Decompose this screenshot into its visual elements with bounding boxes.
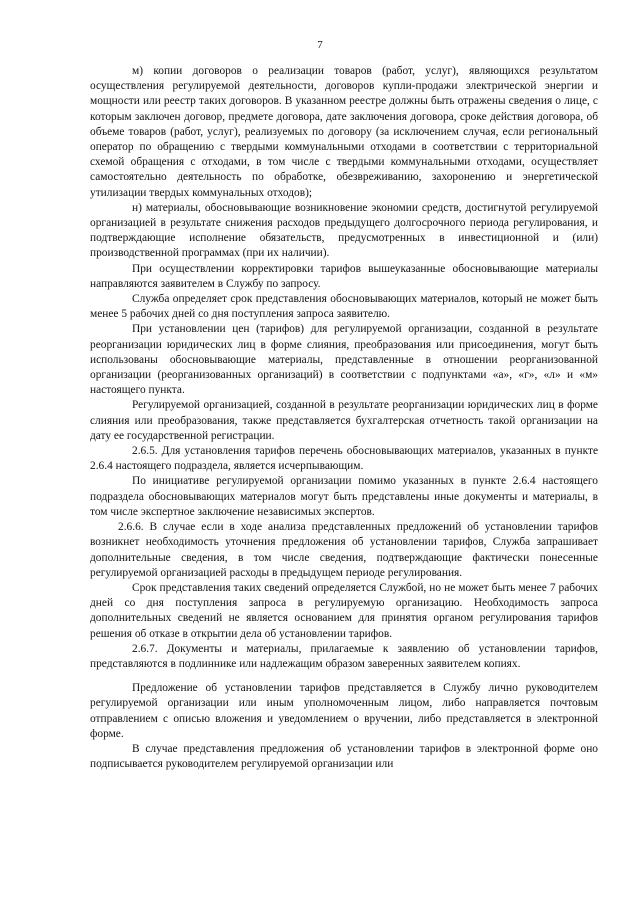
paragraph-tariff-adjustment: При осуществлении корректировки тарифов вышеуказанные обосновывающие материалы направляются заявителем в Службу по запросу. (90, 262, 598, 290)
paragraph-electronic-submission: В случае представления предложения об установлении тарифов в электронной форме оно подписывается руководителем регулируемой организации или (90, 742, 598, 771)
paragraph-additional-documents: По инициативе регулируемой организации помимо указанных в пункте 2.6.4 настоящего подраздела обосновывающих материалов могут быть представлены иные документы и материалы, в том числе экспертное заключение независимых экспертов. (90, 475, 598, 518)
paragraph-n-savings-materials: н) материалы, обосновывающие возникновение экономии средств, достигнутой регулируемой организацией в результате снижения расходов предыдущего долгосрочного периода регулирования, и подтверждающие исполнение обязательств, предусмотренных в инвестиционной и (или) производственной программах (при их наличии). (90, 201, 598, 260)
paragraph-information-deadline: Срок представления таких сведений определяется Службой, но не может быть менее 7 рабочих дней со дня поступления запроса в регулируемую организацию. Необходимость запроса дополнительных сведений не является основанием для принятия органом регулирования тарифов решения об отказе в открытии дела об установлении тарифов. (90, 581, 598, 640)
paragraph-m-contracts-copies: м) копии договоров о реализации товаров (работ, услуг), являющихся результатом осуществления регулируемой деятельности, договоров купли-продажи электрической энергии и мощности или реестр таких договоров. В указанном реестре должны быть отражены сведения о лице, с которым заключен договор, предмете договора, дате заключения договора, сроке действия договора, об объеме товаров (работ, услуг), реализуемых по договору (за исключением случая, если региональный оператор по обращению с твердыми коммунальными отходами в соответствии с территориальной схемой обращения с отходами, в том числе с твердыми коммунальными отходами, осуществляет самостоятельно деятельность по обработке, обезвреживанию, захоронению и энергетической утилизации твердых коммунальных отходов); (90, 65, 598, 199)
paragraph-submission-methods: Предложение об установлении тарифов представляется в Службу лично руководителем регулируемой организации или иным уполномоченным лицом, либо направляется почтовым отправлением с описью вложения и уведомлением о вручении, либо представляется в электронной форме. (90, 682, 598, 740)
document-body (90, 64, 598, 772)
paragraph-2-6-7: 2.6.7. Документы и материалы, прилагаемые к заявлению об установлении тарифов, представляются в подлиннике или надлежащим образом заверенных заявителем копиях. (90, 642, 598, 670)
paragraph-submission-deadline: Служба определяет срок представления обосновывающих материалов, который не может быть менее 5 рабочих дней со дня поступления запроса заявителю. (90, 293, 598, 321)
paragraph-2-6-6: 2.6.6. В случае если в ходе анализа представленных предложений об установлении тарифов возникнет необходимость уточнения предложения об установлении тарифов, Служба запрашивает дополнительные сведения, в том числе сведения, подтверждающие фактически понесенные регулируемой организацией расходы в предыдущем периоде регулирования. (90, 521, 598, 579)
page-number: 7 (317, 39, 323, 51)
paragraph-reorganization-accounting: Регулируемой организацией, созданной в результате реорганизации юридических лиц в форме слияния или преобразования, также представляется бухгалтерская отчетность такой организации на дату ее государственной регистрации. (90, 399, 598, 442)
paragraph-2-6-5: 2.6.5. Для установления тарифов перечень обосновывающих материалов, указанных в пункте 2.6.4 настоящего подраздела, является исчерпывающим. (90, 445, 598, 473)
paragraph-reorganization-materials: При установлении цен (тарифов) для регулируемой организации, созданной в результате реорганизации юридических лиц в форме слияния, преобразования или присоединения, могут быть использованы обосновывающие материалы, представленные в отношении реорганизованной организации (реорганизованных организаций) в соответствии с подпунктами «а», «г», «л» и «м» настоящего пункта. (90, 323, 598, 397)
